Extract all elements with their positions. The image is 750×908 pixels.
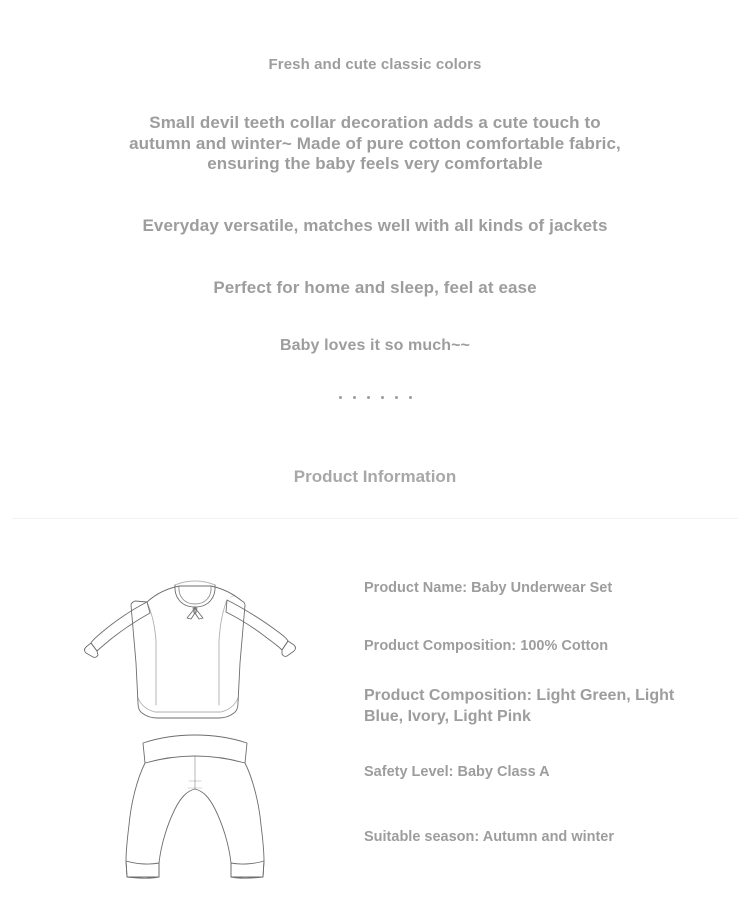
separator-dot-icon: [395, 396, 398, 399]
feature-home-text: Perfect for home and sleep, feel at ease: [213, 278, 537, 297]
product-information-heading: Product Information: [293, 467, 457, 486]
product-illustration: [75, 555, 315, 880]
separator-dot-icon: [409, 396, 412, 399]
separator-dot-icon: [381, 396, 384, 399]
product-information-section: [0, 530, 750, 908]
section-divider: [12, 518, 738, 519]
feature-lead-text: Fresh and cute classic colors: [268, 56, 482, 73]
separator-dot-icon: [353, 396, 356, 399]
separator-dot-icon: [367, 396, 370, 399]
separator-dot-icon: [339, 396, 342, 399]
spec-suitable-season: Suitable season: Autumn and winter: [364, 829, 615, 845]
feature-detail-text: Small devil teeth collar decoration adds a cute touch to autumn and winter~ Made of pure cotton comfortable fabric, ensuring the baby feels very comfortable: [129, 113, 621, 173]
feature-versatile-text: Everyday versatile, matches well with all kinds of jackets: [142, 216, 608, 235]
spec-product-composition: Product Composition: 100% Cotton: [364, 638, 609, 654]
spec-safety-level: Safety Level: Baby Class A: [364, 764, 550, 780]
feature-loves-text: Baby loves it so much~~: [280, 337, 470, 354]
spec-product-name: Product Name: Baby Underwear Set: [364, 580, 613, 596]
dot-separator: [0, 396, 750, 399]
spec-product-colors: Product Composition: Light Green, Light Blue, Ivory, Light Pink: [364, 687, 675, 725]
